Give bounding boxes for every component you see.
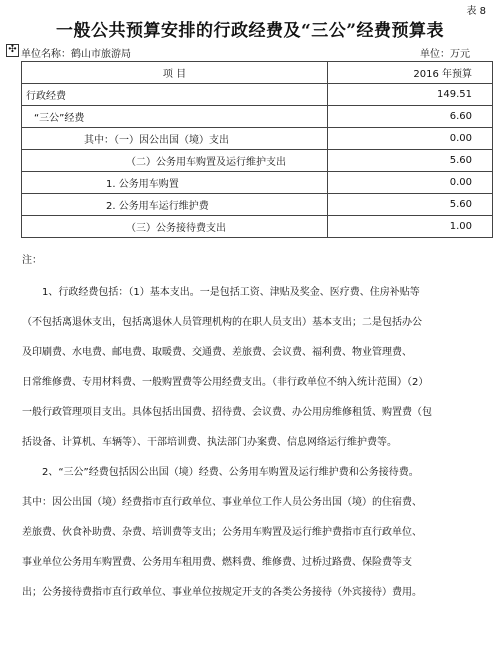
row-value: 0.00 bbox=[328, 172, 493, 194]
note-line: 差旅费、伙食补助费、杂费、培训费等支出；公务用车购置及运行维护费指市直行政单位、 bbox=[22, 527, 422, 538]
row-label: 行政经费 bbox=[22, 84, 328, 106]
note-line: 及印刷费、水电费、邮电费、取暖费、交通费、差旅费、会议费、福利费、物业管理费、 bbox=[22, 347, 412, 358]
row-label: 1. 公务用车购置 bbox=[22, 172, 328, 194]
unit-name: 单位名称：鹤山市旅游局 bbox=[21, 49, 131, 60]
row-value: 5.60 bbox=[328, 194, 493, 216]
table-row bbox=[22, 172, 493, 194]
row-value: 0.00 bbox=[328, 128, 493, 150]
currency-unit: 单位：万元 bbox=[420, 49, 470, 60]
header-item: 项 目 bbox=[22, 62, 328, 84]
note-line: 2、“三公”经费包括因公出国（境）经费、公务用车购置及运行维护费和公务接待费。 bbox=[42, 467, 419, 478]
note-line: 其中：因公出国（境）经费指市直行政单位、事业单位工作人员公务出国（境）的住宿费、 bbox=[22, 497, 422, 508]
note-line: 事业单位公务用车购置费、公务用车租用费、燃料费、维修费、过桥过路费、保险费等支 bbox=[22, 557, 412, 568]
budget-table bbox=[21, 61, 493, 238]
note-line: 日常维修费、专用材料费、一般购置费等公用经费支出。（非行政单位不纳入统计范围）（2） bbox=[22, 377, 429, 388]
row-value: 1.00 bbox=[328, 216, 493, 238]
note-line: 出；公务接待费指市直行政单位、事业单位按规定开支的各类公务接待（外宾接待）费用。 bbox=[22, 587, 422, 598]
header-budget: 2016 年预算 bbox=[328, 62, 493, 84]
table-header-row bbox=[22, 62, 493, 84]
row-label: 其中：（一）因公出国（境）支出 bbox=[22, 128, 328, 150]
table-row bbox=[22, 128, 493, 150]
table-row bbox=[22, 84, 493, 106]
table-row bbox=[22, 194, 493, 216]
note-line: 括设备、计算机、车辆等）、干部培训费、执法部门办案费、信息网络运行维护费等。 bbox=[22, 437, 397, 448]
notes-label: 注： bbox=[22, 255, 42, 266]
row-value: 6.60 bbox=[328, 106, 493, 128]
table-number: 表 8 bbox=[466, 6, 486, 17]
row-label: 2. 公务用车运行维护费 bbox=[22, 194, 328, 216]
table-row bbox=[22, 216, 493, 238]
row-value: 149.51 bbox=[328, 84, 493, 106]
table-move-handle-icon[interactable]: ✣ bbox=[6, 44, 19, 57]
page-title: 一般公共预算安排的行政经费及“三公”经费预算表 bbox=[55, 21, 445, 41]
row-label: （二）公务用车购置及运行维护支出 bbox=[22, 150, 328, 172]
table-row bbox=[22, 150, 493, 172]
note-line: （不包括离退休支出，包括离退休人员管理机构的在职人员支出）基本支出；二是包括办公 bbox=[22, 317, 422, 328]
notes-section bbox=[22, 250, 484, 608]
note-line: 一般行政管理项目支出。具体包括出国费、招待费、会议费、办公用房维修租赁、购置费（包 bbox=[22, 407, 432, 418]
table-row bbox=[22, 106, 493, 128]
row-label: “三公”经费 bbox=[22, 106, 328, 128]
row-label: （三）公务接待费支出 bbox=[22, 216, 328, 238]
row-value: 5.60 bbox=[328, 150, 493, 172]
note-line: 1、行政经费包括：（1）基本支出。一是包括工资、津贴及奖金、医疗费、住房补贴等 bbox=[42, 287, 420, 298]
